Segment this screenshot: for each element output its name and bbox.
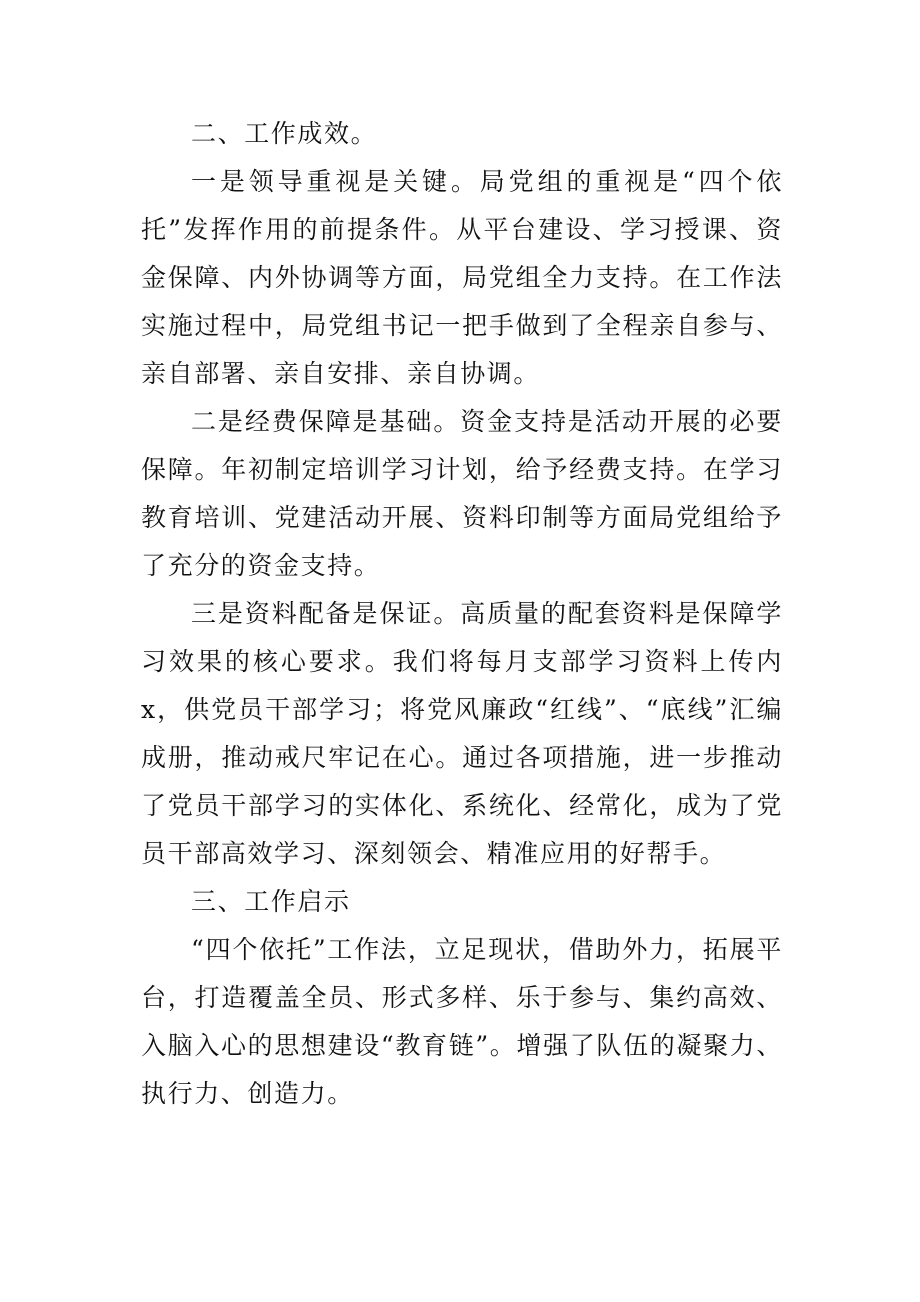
document-body	[141, 110, 783, 1118]
paragraph-materials: 三是资料配备是保证。高质量的配套资料是保障学习效果的核心要求。我们将每月支部学习资料上传内 x，供党员干部学习；将党风廉政“红线”、“底线”汇编成册，推动戒尺牢记在心。通过各项措施，进一步推动了党员干部学习的实体化、系统化、经常化，成为了党员干部高效学习、深刻领会、精准应用的好帮手。	[141, 599, 783, 868]
section-heading-insights: 三、工作启示	[191, 887, 351, 916]
section-heading-achievements: 二、工作成效。	[191, 119, 378, 148]
paragraph-conclusion: “四个依托”工作法，立足现状，借助外力，拓展平台，打造覆盖全员、形式多样、乐于参与、集约高效、入脑入心的思想建设“教育链”。增强了队伍的凝聚力、执行力、创造力。	[141, 935, 783, 1108]
paragraph-funding: 二是经费保障是基础。资金支持是活动开展的必要保障。年初制定培训学习计划，给予经费支持。在学习教育培训、党建活动开展、资料印制等方面局党组给予了充分的资金支持。	[141, 407, 783, 580]
paragraph-leadership: 一是领导重视是关键。局党组的重视是“四个依托”发挥作用的前提条件。从平台建设、学习授课、资金保障、内外协调等方面，局党组全力支持。在工作法实施过程中，局党组书记一把手做到了全程亲自参与、亲自部署、亲自安排、亲自协调。	[141, 167, 783, 388]
